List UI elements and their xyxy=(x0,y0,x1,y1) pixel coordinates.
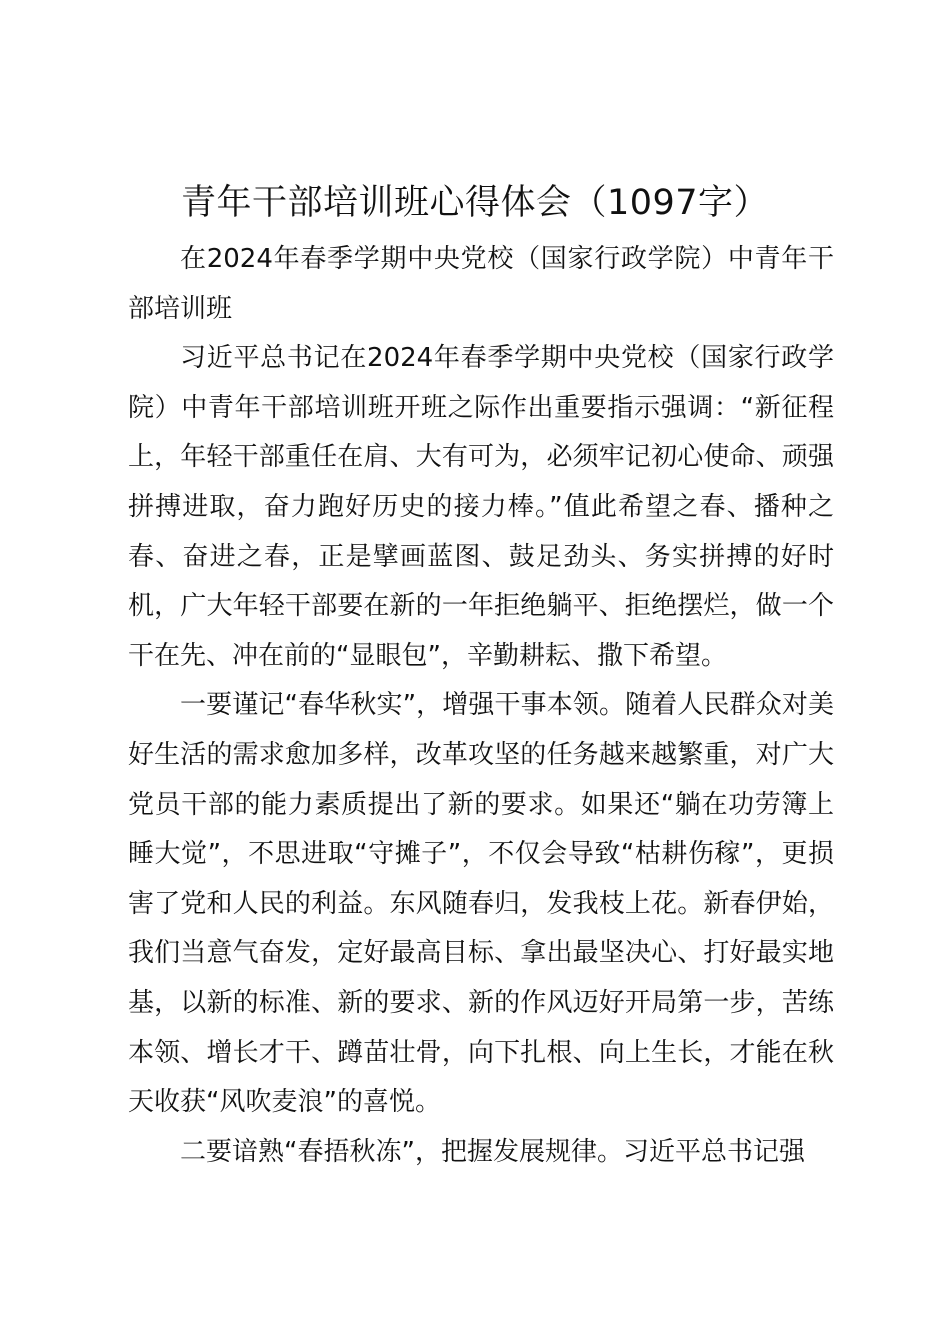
point-one-paragraph: 一要谨记“春华秋实”，增强干事本领。随着人民群众对美好生活的需求愈加多样，改革攻坚的任务越来越繁重，对广大党员干部的能力素质提出了新的要求。如果还“躺在功劳簿上睡大觉”，不思进取“守摊子”，不仅会导致“枯耕伤稼”，更损害了党和人民的利益。东风随春归，发我枝上花。新春伊始，我们当意气奋发，定好最高目标、拿出最坚决心、打好最实地基，以新的标准、新的要求、新的作风迈好开局第一步，苦练本领、增长才干、蹲苗壮骨，向下扎根、向上生长，才能在秋天收获“风吹麦浪”的喜悦。 xyxy=(128,690,834,1118)
point-two-paragraph: 二要谙熟“春捂秋冻”，把握发展规律。习近平总书记强 xyxy=(180,1136,805,1167)
document-body xyxy=(128,235,834,1177)
intro-paragraph: 习近平总书记在2024年春季学期中央党校（国家行政学院）中青年干部培训班开班之际作出重要指示强调：“新征程上，年轻干部重任在肩、大有可为，必须牢记初心使命、顽强拼搏进取，奋力跑好历史的接力棒。”值此希望之春、播种之春、奋进之春，正是擘画蓝图、鼓足劲头、务实拼搏的好时机，广大年轻干部要在新的一年拒绝躺平、拒绝摆烂，做一个干在先、冲在前的“显眼包”，辛勤耕耘、撒下希望。 xyxy=(128,343,834,671)
document-title: 青年干部培训班心得体会（1097字） xyxy=(180,183,770,223)
subtitle-paragraph: 在2024年春季学期中央党校（国家行政学院）中青年干部培训班 xyxy=(128,244,834,324)
